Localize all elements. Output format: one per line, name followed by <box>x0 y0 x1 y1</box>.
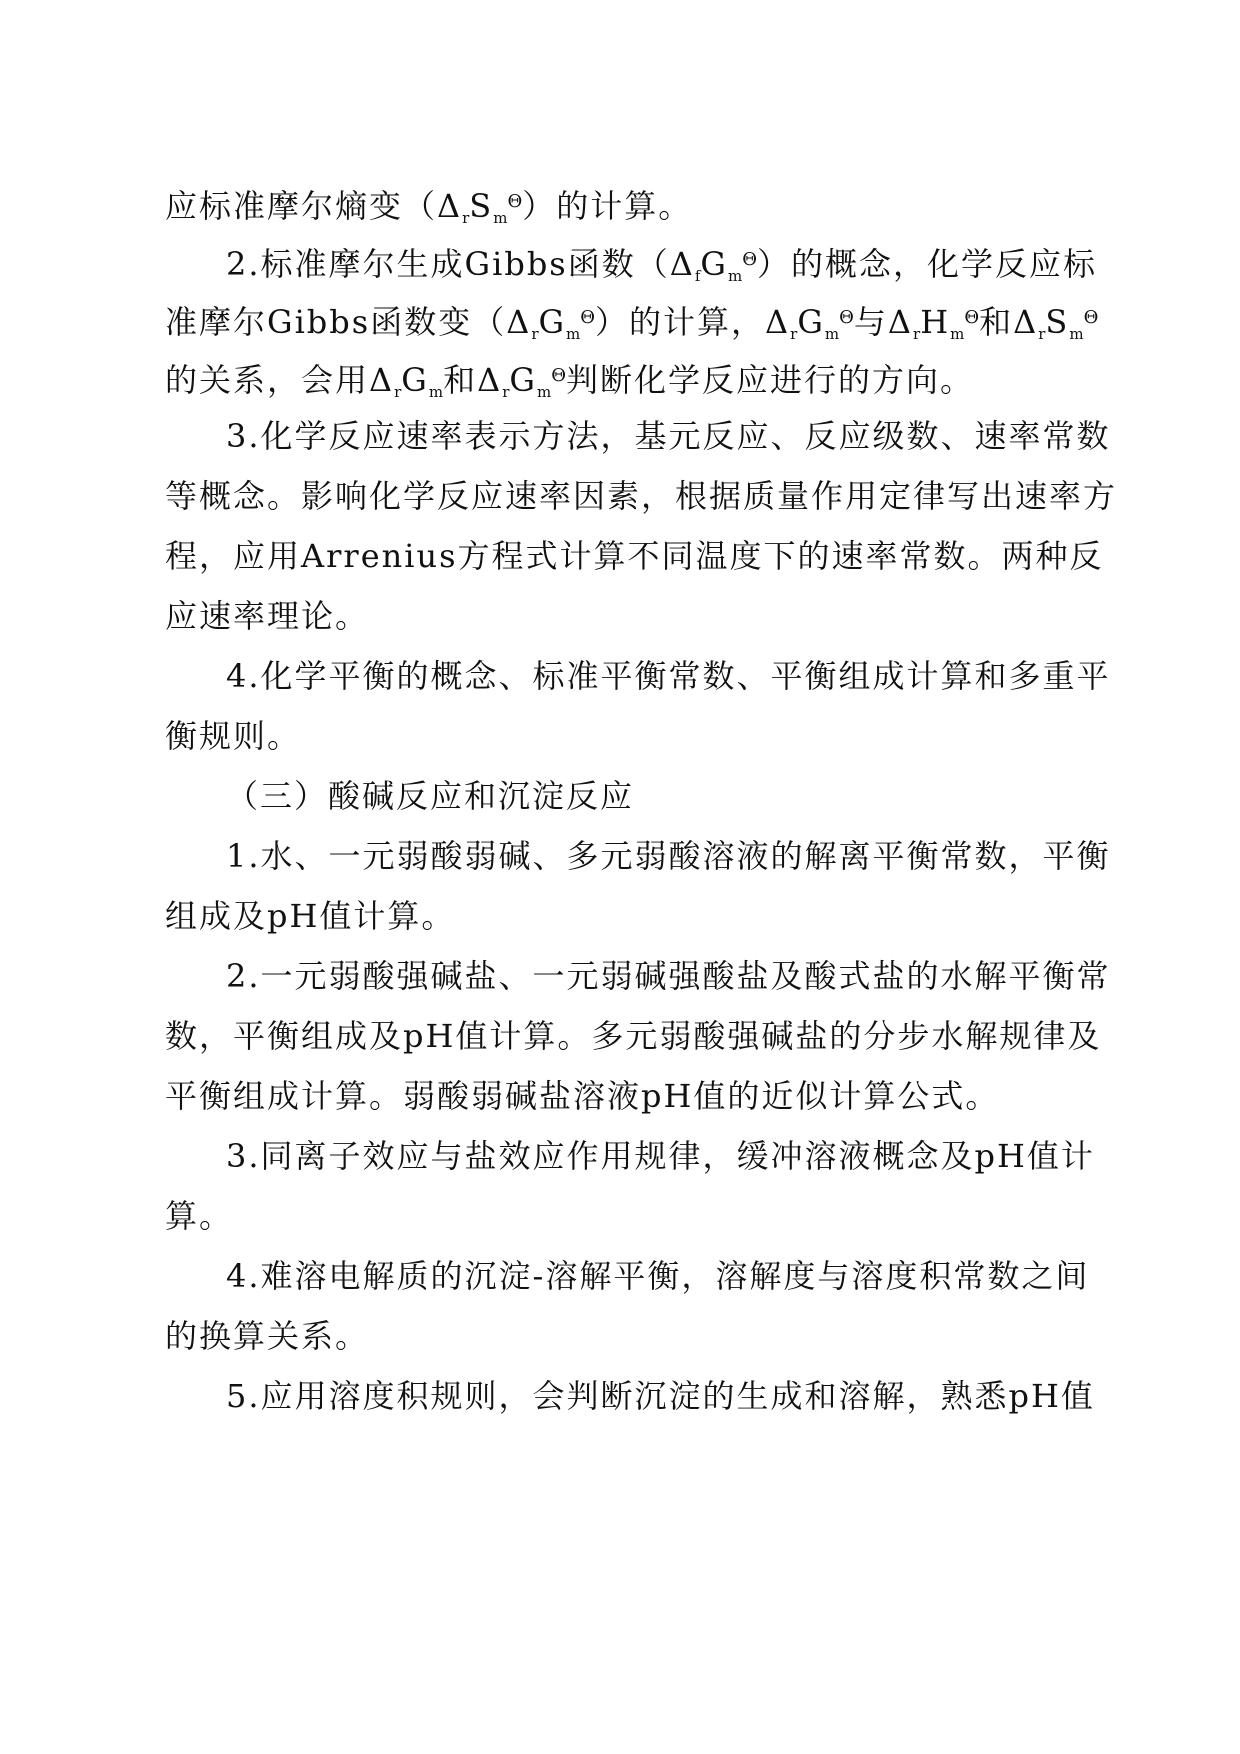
text-line-15: 数，平衡组成及pH值计算。多元弱酸强碱盐的分步水解规律及 <box>165 1017 1102 1055</box>
text-line-12: 1.水、一元弱酸弱碱、多元弱酸溶液的解离平衡常数，平衡 <box>226 837 1111 875</box>
text-line-10: 衡规则。 <box>165 717 302 755</box>
text-line-4: 的关系，会用$\Delta_rG_m$和$\Delta_rG_m^\Theta$判断化学反应进行的方向。 <box>165 361 974 401</box>
text-line-20: 的换算关系。 <box>165 1317 370 1355</box>
text-line-7: 程，应用Arrenius方程式计算不同温度下的速率常数。两种反 <box>165 537 1104 575</box>
text-line-8: 应速率理论。 <box>165 597 370 635</box>
text-line-19: 4.难溶电解质的沉淀-溶解平衡，溶解度与溶度积常数之间 <box>226 1257 1090 1295</box>
text-line-3: 准摩尔Gibbs函数变$(\Delta_rG_m^\Theta)$的计算，$\Delta_rG_m^\Theta$与$\Delta_rH_m^\Theta$和$\Delta_rS_m^\Theta$ <box>165 303 1099 343</box>
text-line-2: 2.标准摩尔生成Gibbs函数$(\Delta_fG_m^\Theta)$的概念，化学反应标 <box>226 245 1097 285</box>
text-line-9: 4.化学平衡的概念、标准平衡常数、平衡组成计算和多重平 <box>226 657 1111 695</box>
section-heading: （三）酸碱反应和沉淀反应 <box>226 777 635 815</box>
text-line-16: 平衡组成计算。弱酸弱碱盐溶液pH值的近似计算公式。 <box>165 1077 1000 1115</box>
text-line-5: 3.化学反应速率表示方法，基元反应、反应级数、速率常数 <box>226 417 1111 455</box>
text-line-1: 应标准摩尔熵变$(\Delta_rS_m^\Theta)$的计算。 <box>165 187 693 227</box>
text-line-14: 2.一元弱酸强碱盐、一元弱碱强酸盐及酸式盐的水解平衡常 <box>226 957 1111 995</box>
text-line-13: 组成及pH值计算。 <box>165 897 456 935</box>
text-line-17: 3.同离子效应与盐效应作用规律，缓冲溶液概念及pH值计 <box>226 1137 1095 1175</box>
text-line-21: 5.应用溶度积规则，会判断沉淀的生成和溶解，熟悉pH值 <box>226 1377 1095 1415</box>
text-line-18: 算。 <box>165 1197 234 1235</box>
text-line-6: 等概念。影响化学反应速率因素，根据质量作用定律写出速率方 <box>165 477 1118 515</box>
